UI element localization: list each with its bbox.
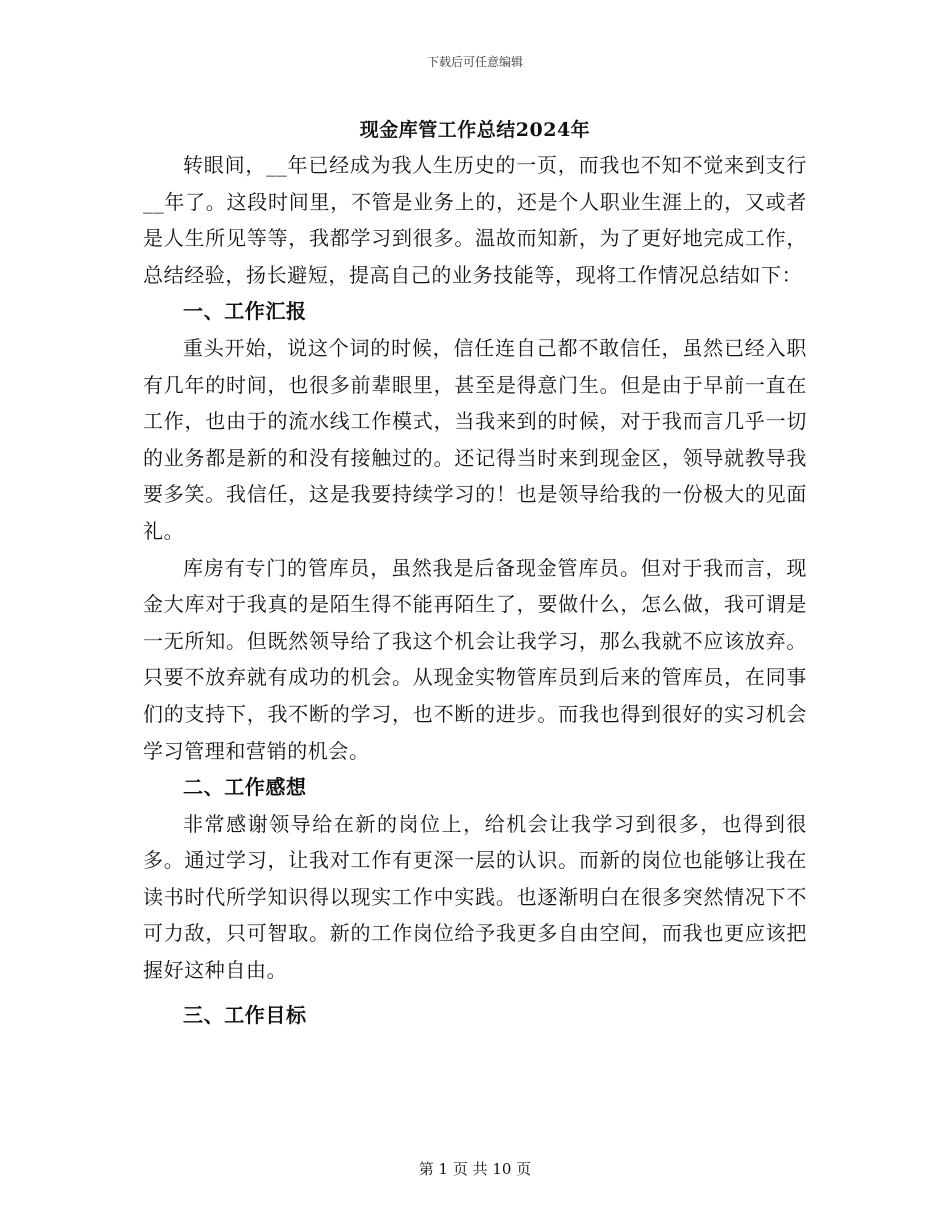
document-body: [143, 147, 807, 1033]
paragraph: 库房有专门的管库员，虽然我是后备现金管库员。但对于我而言，现金大库对于我真的是陌生得不能再陌生了，要做什么，怎么做，我可谓是一无所知。但既然领导给了我这个机会让我学习，那么我就不应该放弃。只要不放弃就有成功的机会。从现金实物管库员到后来的管库员，在同事们的支持下，我不断的学习，也不断的进步。而我也得到很好的实习机会学习管理和营销的机会。: [143, 555, 807, 763]
section-heading-work-goals: 三、工作目标: [183, 1002, 307, 1027]
paragraph: 重头开始，说这个词的时候，信任连自己都不敢信任，虽然已经入职有几年的时间，也很多前辈眼里，甚至是得意门生。但是由于早前一直在工作，也由于的流水线工作模式，当我来到的时候，对于我而言几乎一切的业务都是新的和没有接触过的。还记得当时来到现金区，领导就教导我要多笑。我信任，这是我要持续学习的！也是领导给我的一份极大的见面礼。: [143, 335, 807, 543]
document-title: 现金库管工作总结2024年: [359, 119, 591, 141]
paragraph: 非常感谢领导给在新的岗位上，给机会让我学习到很多，也得到很多。通过学习，让我对工作有更深一层的认识。而新的岗位也能够让我在读书时代所学知识得以现实工作中实践。也逐渐明白在很多突然情况下不可力敌，只可智取。新的工作岗位给予我更多自由空间，而我也更应该把握好这种自由。: [143, 811, 807, 983]
header-note: 下载后可任意编辑: [426, 55, 523, 69]
section-heading-work-thoughts: 二、工作感想: [183, 775, 307, 800]
page-number-footer: 第 1 页 共 10 页: [418, 1160, 532, 1178]
section-heading-work-report: 一、工作汇报: [183, 299, 307, 324]
intro-paragraph: 转眼间，__年已经成为我人生历史的一页，而我也不知不觉来到支行__年了。这段时间里，不管是业务上的，还是个人职业生涯上的，又或者是人生所见等等，我都学习到很多。温故而知新，为了更好地完成工作，总结经验，扬长避短，提高自己的业务技能等，现将工作情况总结如下：: [143, 153, 807, 287]
